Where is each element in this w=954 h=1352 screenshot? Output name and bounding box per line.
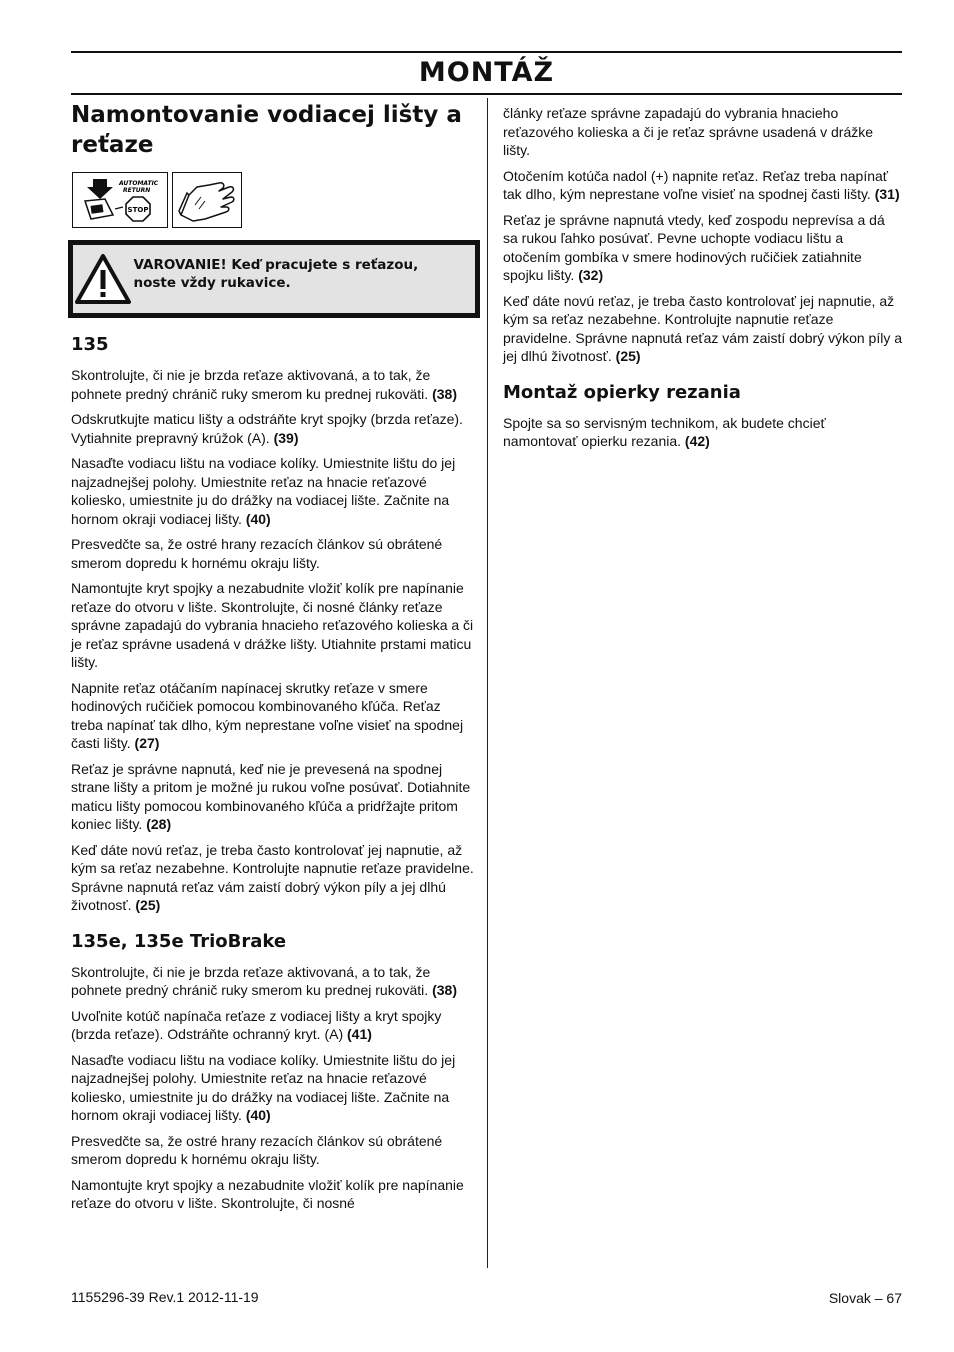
brake-label-2: RETURN	[123, 187, 151, 194]
paragraph	[71, 454, 476, 528]
footer-doc-id: 1155296-39 Rev.1 2012-11-19	[71, 1289, 259, 1305]
paragraph-text: Napnite reťaz otáčaním napínacej skrutky reťaze v smere hodinových ručičiek pomocou kombinovaného kľúča. Reťaz treba napínať tak dlho, kým neprestane voľne visieť na spodnej časti lišty.	[71, 679, 464, 751]
paragraph-text: Presvedčte sa, že ostré hrany rezacích článkov sú obrátené smerom dopredu k hornému okraju lišty.	[71, 1132, 443, 1167]
paragraph	[71, 679, 476, 753]
figure-ref: (38)	[432, 982, 457, 998]
paragraph	[503, 211, 903, 285]
figure-ref: (42)	[684, 433, 710, 449]
paragraph	[71, 963, 476, 1000]
paragraph-text: Skontrolujte, či nie je brzda reťaze aktivovaná, a to tak, že pohnete predný chránič ruky smerom ku prednej rukoväti.	[71, 963, 431, 998]
warning-inner	[73, 245, 475, 313]
paragraph-text: články reťaze správne zapadajú do vybrania hnacieho reťazového kolieska a či je reťaz správne usadená v drážke lišty.	[503, 105, 874, 158]
subsection-title-135: 135	[71, 334, 109, 355]
symbol-row	[72, 172, 476, 228]
warning-text: VAROVANIE! Keď pracujete s reťazou, noste vždy rukavice.	[133, 257, 419, 291]
column-divider	[487, 98, 488, 1268]
paragraph-text: Namontujte kryt spojky a nezabudnite vložiť kolík pre napínanie reťaze do otvoru v lište. Skontrolujte, či nosné	[71, 1176, 464, 1211]
paragraph	[71, 366, 476, 403]
paragraph-text: Nasaďte vodiacu lištu na vodiace kolíky. Umiestnite lištu do jej najzadnejšej polohy. Umiestnite reťaz na hnacie reťazové koliesko, umiestnite ju do drážky na vodiacej lište. Začnite na hornom okraji vodiacej lišty.	[71, 455, 456, 527]
paragraph-text: Uvoľnite kotúč napínača reťaze z vodiacej lišty a kryt spojky (brzda reťaze). Odstráňte ochranný kryt. (A)	[71, 1007, 442, 1042]
protective-glove-icon	[172, 172, 242, 228]
paragraph-text: Reťaz je správne napnutá vtedy, keď zospodu neprevísa a dá sa rukou ľahko posúvať. Pevne uchopte vodiacu lištu a otočením gombíka v smere hodinových ručičiek zatiahnite spojku lišty.	[503, 211, 885, 283]
left-column	[71, 100, 476, 1220]
paragraph	[503, 104, 903, 160]
paragraph-text: Otočením kotúča nadol (+) napnite reťaz. Reťaz treba napínať tak dlho, kým neprestane voľne visieť na spodnej časti lišty.	[503, 167, 889, 202]
paragraph-text: Keď dáte novú reťaz, je treba často kontrolovať jej napnutie, až kým sa reťaz nezabehne. Kontrolujte napnutie reťaze pravidelne. Správne napnutá reťaz vám zaistí dobrý výkon píly a jej dlhú životnosť.	[503, 292, 903, 364]
paragraph	[71, 579, 476, 672]
figure-ref: (25)	[135, 897, 161, 913]
brake-stop-label: STOP	[127, 206, 149, 214]
footer-page-label: Slovak – 67	[828, 1290, 902, 1306]
paragraph-text: Nasaďte vodiacu lištu na vodiace kolíky. Umiestnite lištu do jej najzadnejšej polohy. Umiestnite reťaz na hnacie reťazové koliesko, umiestnite ju do drážky na vodiacej lište. Začnite na hornom okraji vodiacej lišty.	[71, 1051, 456, 1123]
section-heading: Namontovanie vodiacej lišty a reťaze	[71, 102, 462, 158]
paragraph-text: Odskrutkujte maticu lišty a odstráňte kryt spojky (brzda reťaze). Vytiahnite prepravný krúžok (A).	[71, 411, 463, 446]
paragraph	[503, 167, 903, 204]
paragraph	[71, 841, 476, 915]
paragraph-text: Keď dáte novú reťaz, je treba často kontrolovať jej napnutie, až kým sa reťaz nezabehne. Kontrolujte napnutie reťaze pravidelne. Správne napnutá reťaz vám zaistí dobrý výkon píly a jej dlhú životnosť.	[71, 841, 474, 913]
paragraph	[71, 1132, 476, 1169]
figure-ref: (40)	[245, 1107, 271, 1123]
warning-box	[68, 240, 480, 318]
title-rule-bottom	[71, 93, 902, 95]
brake-label-1: AUTOMATIC	[119, 180, 159, 187]
paragraph	[71, 1051, 476, 1125]
paragraph	[503, 414, 903, 451]
figure-ref: (32)	[578, 267, 604, 283]
paragraph-text: Namontujte kryt spojky a nezabudnite vložiť kolík pre napínanie reťaze do otvoru v lište. Skontrolujte, či nosné články reťaze správne zapadajú do vybrania hnacieho reťazového kolieska a či je reťaz správne usadená v drážke lišty. Utiahnite prstami maticu lišty.	[71, 580, 474, 670]
title-rule-top	[71, 51, 902, 53]
figure-ref: (27)	[134, 735, 160, 751]
paragraph-text: Skontrolujte, či nie je brzda reťaze aktivovaná, a to tak, že pohnete predný chránič ruky smerom ku prednej rukoväti.	[71, 367, 431, 402]
subsection-title-135e: 135e, 135e TrioBrake	[71, 930, 287, 952]
chain-brake-stop-icon	[72, 172, 168, 228]
paragraph	[71, 410, 476, 447]
paragraph	[71, 1007, 476, 1044]
figure-ref: (39)	[273, 429, 299, 446]
right-column	[503, 104, 903, 458]
paragraph-text: Presvedčte sa, že ostré hrany rezacích článkov sú obrátené smerom dopredu k hornému okraju lišty.	[71, 536, 443, 571]
paragraph	[71, 1176, 476, 1213]
paragraph	[503, 292, 903, 366]
figure-ref: (31)	[874, 186, 900, 202]
figure-ref: (41)	[347, 1026, 372, 1042]
paragraph-text: Spojte sa so servisným technikom, ak budete chcieť namontovať opierku rezania.	[503, 414, 826, 449]
paragraph	[71, 760, 476, 834]
paragraph-text: Reťaz je správne napnutá, keď nie je prevesená na spodnej strane lišty a pritom je možné ju rukou voľne posúvať. Dotiahnite maticu lišty pomocou kombinovaného kľúča a pridŕžajte pritom koniec lišty.	[71, 760, 471, 832]
figure-ref: (28)	[146, 816, 172, 832]
figure-ref: (38)	[432, 385, 457, 402]
warning-triangle-icon	[73, 252, 134, 306]
figure-ref: (25)	[615, 348, 641, 364]
page-title: MONTÁŽ	[418, 57, 555, 88]
subsection-title-cutting-support: Montaž opierky rezania	[503, 381, 741, 403]
paragraph	[71, 535, 476, 572]
figure-ref: (40)	[245, 510, 271, 527]
